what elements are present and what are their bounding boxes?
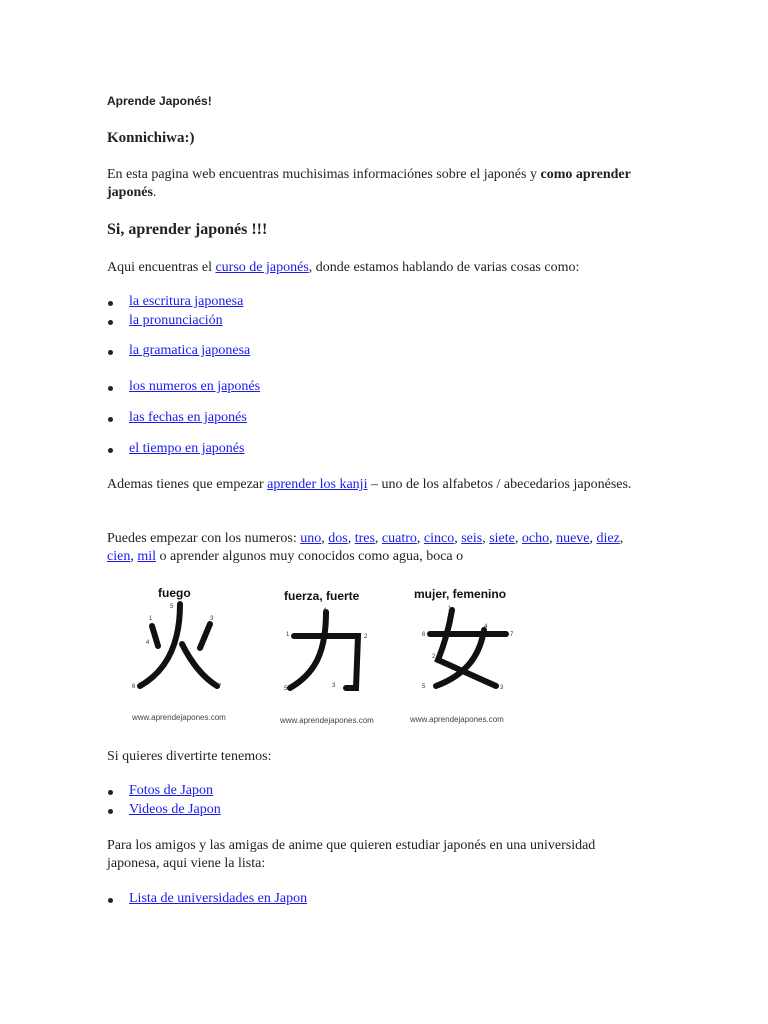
bullet-icon <box>108 448 113 453</box>
list-item <box>129 802 221 818</box>
bullet-icon <box>108 809 113 814</box>
videos-link[interactable]: Videos de Japon <box>129 802 221 817</box>
svg-text:1: 1 <box>149 616 153 622</box>
kanji-before: Ademas tienes que empezar <box>107 477 268 492</box>
number-link-nueve[interactable]: nueve <box>556 531 590 546</box>
number-link-uno[interactable]: uno <box>300 531 322 546</box>
curso-before: Aqui encuentras el <box>107 260 216 275</box>
greeting: Konnichiwa:) <box>107 130 195 146</box>
list-item <box>129 891 307 907</box>
intro-bold: como aprender japonés <box>107 167 631 200</box>
bullet-icon <box>108 320 113 325</box>
list-item <box>129 410 247 426</box>
section-heading: Si, aprender japonés !!! <box>107 221 268 238</box>
list-item <box>129 294 243 310</box>
svg-text:5: 5 <box>422 684 426 690</box>
numbers-after: o aprender algunos muy conocidos como agua, boca o <box>156 549 464 564</box>
topic-link-escritura[interactable]: la escritura japonesa <box>129 294 244 309</box>
numbers-paragraph: Puedes empezar con los numeros: uno, dos, tres, cuatro, cinco, seis, siete, ocho, nueve, diez, cien, mil o aprender algunos muy conocidos como agua, boca o <box>107 531 624 564</box>
svg-text:2: 2 <box>364 634 368 640</box>
topic-link-numeros[interactable]: los numeros en japonés <box>129 379 261 394</box>
kanji-card-fuego <box>122 584 232 724</box>
fun-paragraph: Si quieres divertirte tenemos: <box>107 749 272 764</box>
svg-text:6: 6 <box>422 632 426 638</box>
number-link-siete[interactable]: siete <box>489 531 515 546</box>
svg-text:3: 3 <box>500 685 504 691</box>
number-link-ocho[interactable]: ocho <box>521 531 550 546</box>
svg-text:5: 5 <box>170 604 174 610</box>
number-link-seis[interactable]: seis <box>461 531 483 546</box>
svg-text:6: 6 <box>132 684 136 690</box>
kanji-source-url: www.aprendejapones.com <box>132 713 226 722</box>
bullet-icon <box>108 898 113 903</box>
kanji-source-url: www.aprendejapones.com <box>280 716 374 725</box>
svg-text:3: 3 <box>210 616 214 622</box>
kanji-card-fuerza <box>272 584 382 724</box>
numbers-before: Puedes empezar con los numeros: <box>107 531 301 546</box>
svg-text:1: 1 <box>448 606 452 612</box>
list-item <box>129 343 250 359</box>
kanji-card-mujer <box>408 584 538 724</box>
kanji-after: – uno de los alfabetos / abecedarios japonéses. <box>367 477 632 492</box>
svg-text:5: 5 <box>284 686 288 692</box>
kanji-link[interactable]: aprender los kanji <box>267 477 368 492</box>
fotos-link[interactable]: Fotos de Japon <box>129 783 213 798</box>
topic-link-gramatica[interactable]: la gramatica japonesa <box>129 343 251 358</box>
svg-text:7: 7 <box>218 684 222 690</box>
kanji-power-glyph <box>272 584 382 694</box>
topic-link-pronunciacion[interactable]: la pronunciación <box>129 313 223 328</box>
kanji-label: fuego <box>158 586 191 600</box>
number-link-tres[interactable]: tres <box>354 531 375 546</box>
curso-link[interactable]: curso de japonés <box>215 260 309 275</box>
svg-text:2: 2 <box>432 654 436 660</box>
page-title: Aprende Japonés! <box>107 94 212 108</box>
list-item <box>129 441 244 457</box>
universidades-link[interactable]: Lista de universidades en Japon <box>129 891 308 906</box>
intro-end: . <box>152 185 157 200</box>
svg-text:4: 4 <box>484 624 488 630</box>
number-link-cuatro[interactable]: cuatro <box>381 531 417 546</box>
kanji-image-row <box>122 584 542 724</box>
curso-after: , donde estamos hablando de varias cosas como: <box>308 260 580 275</box>
anime-paragraph: Para los amigos y las amigas de anime que quieren estudiar japonés en una universidad japonesa, aqui viene la lista: <box>107 838 596 871</box>
bullet-icon <box>108 386 113 391</box>
number-link-diez[interactable]: diez <box>596 531 620 546</box>
bullet-icon <box>108 790 113 795</box>
bullet-icon <box>108 350 113 355</box>
list-item <box>129 313 223 329</box>
intro-paragraph <box>107 166 647 202</box>
svg-text:7: 7 <box>510 632 514 638</box>
svg-text:4: 4 <box>146 640 150 646</box>
list-item <box>129 783 213 799</box>
topic-link-fechas[interactable]: las fechas en japonés <box>129 410 247 425</box>
number-link-cinco[interactable]: cinco <box>423 531 455 546</box>
kanji-paragraph <box>107 476 635 494</box>
kanji-label: mujer, femenino <box>414 587 507 601</box>
number-link-mil[interactable]: mil <box>137 549 156 564</box>
bullet-icon <box>108 417 113 422</box>
topic-link-tiempo[interactable]: el tiempo en japonés <box>129 441 245 456</box>
kanji-woman-glyph <box>408 584 538 694</box>
number-link-cien[interactable]: cien <box>107 549 131 564</box>
curso-paragraph <box>107 259 635 277</box>
kanji-fire-glyph <box>122 584 232 694</box>
svg-text:1: 1 <box>286 632 290 638</box>
intro-text: En esta pagina web encuentras muchisimas informaciónes sobre el japonés y <box>107 167 541 182</box>
number-link-dos[interactable]: dos <box>328 531 348 546</box>
list-item <box>129 379 260 395</box>
svg-text:3: 3 <box>332 683 336 689</box>
kanji-source-url: www.aprendejapones.com <box>410 715 504 724</box>
bullet-icon <box>108 301 113 306</box>
svg-text:4: 4 <box>323 608 327 614</box>
kanji-label: fuerza, fuerte <box>284 589 360 603</box>
